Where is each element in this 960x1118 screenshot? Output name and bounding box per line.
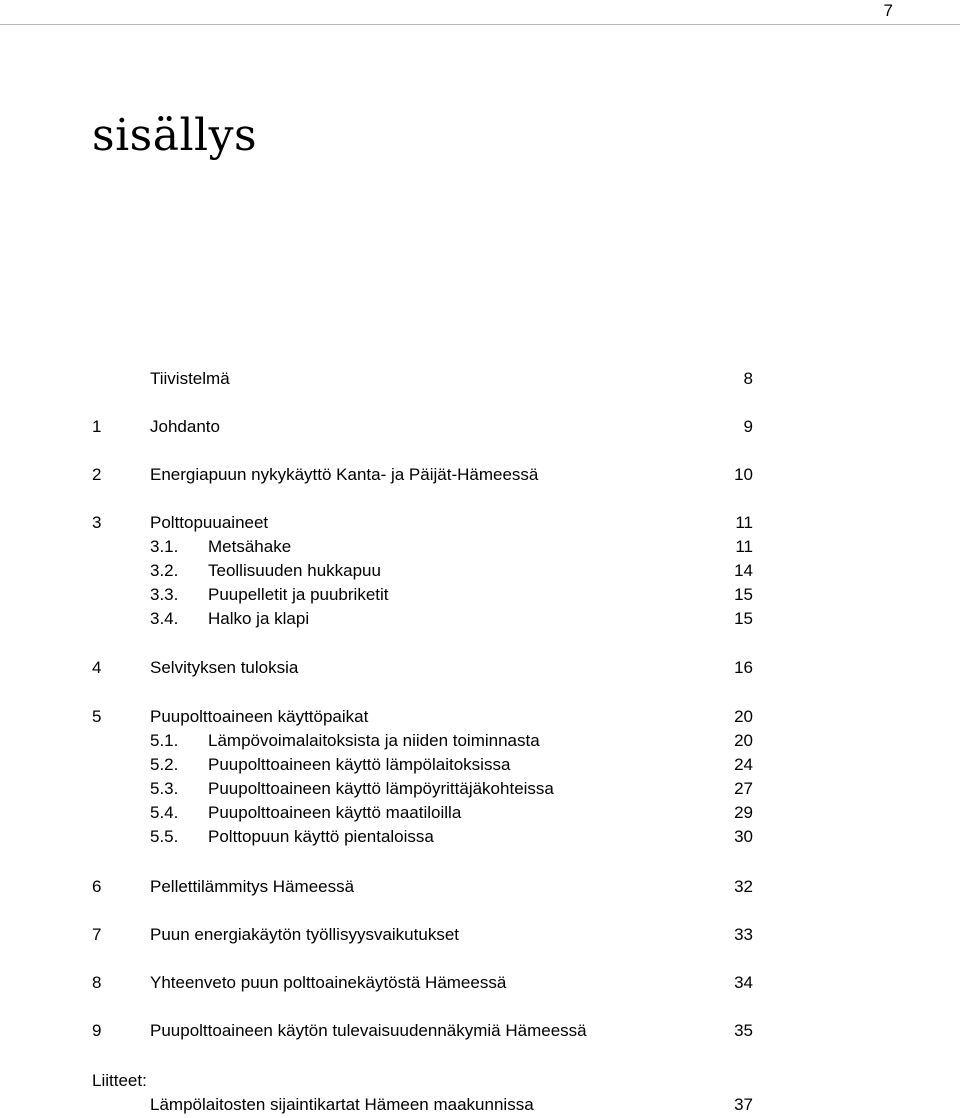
page-number: 7	[883, 1, 893, 20]
toc-entry-page: 32	[734, 877, 753, 896]
toc-entry-number: 7	[92, 925, 102, 944]
toc-entry-number: 9	[92, 1021, 102, 1040]
toc-entry-number: 5.1.	[150, 731, 179, 750]
toc-entry-number: 8	[92, 973, 102, 992]
toc-entry-title: Energiapuun nykykäyttö Kanta- ja Päijät-Hämeessä	[150, 465, 539, 484]
toc-entry-chapter-3[interactable]	[0, 511, 960, 535]
toc-entry-section-5-2[interactable]	[0, 753, 960, 777]
toc-entry-number: 5.3.	[150, 779, 179, 798]
toc-entry-chapter-6[interactable]	[0, 875, 960, 899]
toc-entry-number: 3.3.	[150, 585, 179, 604]
toc-entry-number: 3.4.	[150, 609, 179, 628]
toc-entry-title: Tiivistelmä	[150, 369, 230, 388]
toc-entry-page: 14	[734, 561, 753, 580]
toc-entry-page: 11	[735, 537, 753, 556]
toc-entry-page: 35	[734, 1021, 753, 1040]
toc-entry-title: Puupolttoaineen käyttö lämpöyrittäjäkohteissa	[208, 779, 554, 798]
toc-entry-number: 1	[92, 417, 102, 436]
toc-entry-page: 34	[734, 973, 753, 992]
toc-entry-page: 9	[743, 417, 753, 436]
toc-entry-page: 16	[734, 658, 753, 677]
toc-entry-title: Puupelletit ja puubriketit	[208, 585, 389, 604]
toc-entry-chapter-5[interactable]	[0, 705, 960, 729]
toc-entry-number: 5.4.	[150, 803, 179, 822]
toc-entry-page: 33	[734, 925, 753, 944]
toc-entry-section-5-3[interactable]	[0, 777, 960, 801]
toc-entry-page: 15	[734, 609, 753, 628]
page-title: sisällys	[92, 110, 258, 161]
toc-entry-appendix-1[interactable]	[0, 1093, 960, 1117]
toc-entry-section-5-4[interactable]	[0, 801, 960, 825]
toc-entry-chapter-1[interactable]	[0, 415, 960, 439]
toc-entry-section-5-1[interactable]	[0, 729, 960, 753]
toc-appendix-heading	[0, 1069, 960, 1093]
toc-entry-number: 2	[92, 465, 102, 484]
toc-entry-chapter-4[interactable]	[0, 656, 960, 680]
toc-entry-title: Puupolttoaineen käyttö maatiloilla	[208, 803, 462, 822]
toc-entry-number: 5	[92, 707, 102, 726]
toc-entry-section-3-1[interactable]	[0, 535, 960, 559]
page-header	[0, 0, 960, 25]
toc-entry-number: 6	[92, 877, 102, 896]
toc-entry-chapter-9[interactable]	[0, 1019, 960, 1043]
toc-entry-section-3-3[interactable]	[0, 583, 960, 607]
toc-entry-chapter-8[interactable]	[0, 971, 960, 995]
toc-entry-title: Polttopuun käyttö pientaloissa	[208, 827, 434, 846]
toc-entry-title: Puun energiakäytön työllisyysvaikutukset	[150, 925, 459, 944]
toc-entry-page: 27	[734, 779, 753, 798]
toc-entry-section-3-4[interactable]	[0, 607, 960, 631]
toc-entry-title: Polttopuuaineet	[150, 513, 269, 532]
toc-entry-title: Puupolttoaineen käyttöpaikat	[150, 707, 369, 726]
toc-entry-page: 10	[734, 465, 753, 484]
toc-entry-number: 4	[92, 658, 102, 677]
toc-entry-page: 11	[735, 513, 753, 532]
toc-entry-title: Teollisuuden hukkapuu	[208, 561, 381, 580]
toc-entry-page: 29	[734, 803, 753, 822]
toc-entry-section-5-5[interactable]	[0, 825, 960, 849]
toc-entry-title: Metsähake	[208, 537, 292, 556]
toc-entry-page: 8	[743, 369, 753, 388]
toc-entry-title: Puupolttoaineen käytön tulevaisuudennäkymiä Hämeessä	[150, 1021, 587, 1040]
toc-entry-title: Lämpövoimalaitoksista ja niiden toiminnasta	[208, 731, 540, 750]
toc-entry-title: Lämpölaitosten sijaintikartat Hämeen maakunnissa	[150, 1095, 534, 1114]
toc-entry-page: 24	[734, 755, 753, 774]
toc-entry-number: 3	[92, 513, 102, 532]
toc-entry-page: 37	[734, 1095, 753, 1114]
toc-entry-title: Yhteenveto puun polttoainekäytöstä Hämeessä	[150, 973, 507, 992]
toc-entry-title: Halko ja klapi	[208, 609, 310, 628]
toc-entry-page: 30	[734, 827, 753, 846]
appendix-label: Liitteet:	[92, 1071, 147, 1090]
toc-entry-tiivistelma[interactable]	[0, 367, 960, 391]
toc-entry-section-3-2[interactable]	[0, 559, 960, 583]
toc-entry-chapter-7[interactable]	[0, 923, 960, 947]
toc-entry-title: Puupolttoaineen käyttö lämpölaitoksissa	[208, 755, 511, 774]
toc-entry-title: Johdanto	[150, 417, 220, 436]
toc-entry-page: 20	[734, 707, 753, 726]
toc-entry-number: 3.2.	[150, 561, 179, 580]
toc-entry-title: Pellettilämmitys Hämeessä	[150, 877, 355, 896]
toc-entry-page: 20	[734, 731, 753, 750]
toc-entry-number: 3.1.	[150, 537, 179, 556]
toc-entry-page: 15	[734, 585, 753, 604]
toc-entry-title: Selvityksen tuloksia	[150, 658, 299, 677]
toc-entry-number: 5.2.	[150, 755, 179, 774]
toc-entry-number: 5.5.	[150, 827, 179, 846]
toc-entry-chapter-2[interactable]	[0, 463, 960, 487]
